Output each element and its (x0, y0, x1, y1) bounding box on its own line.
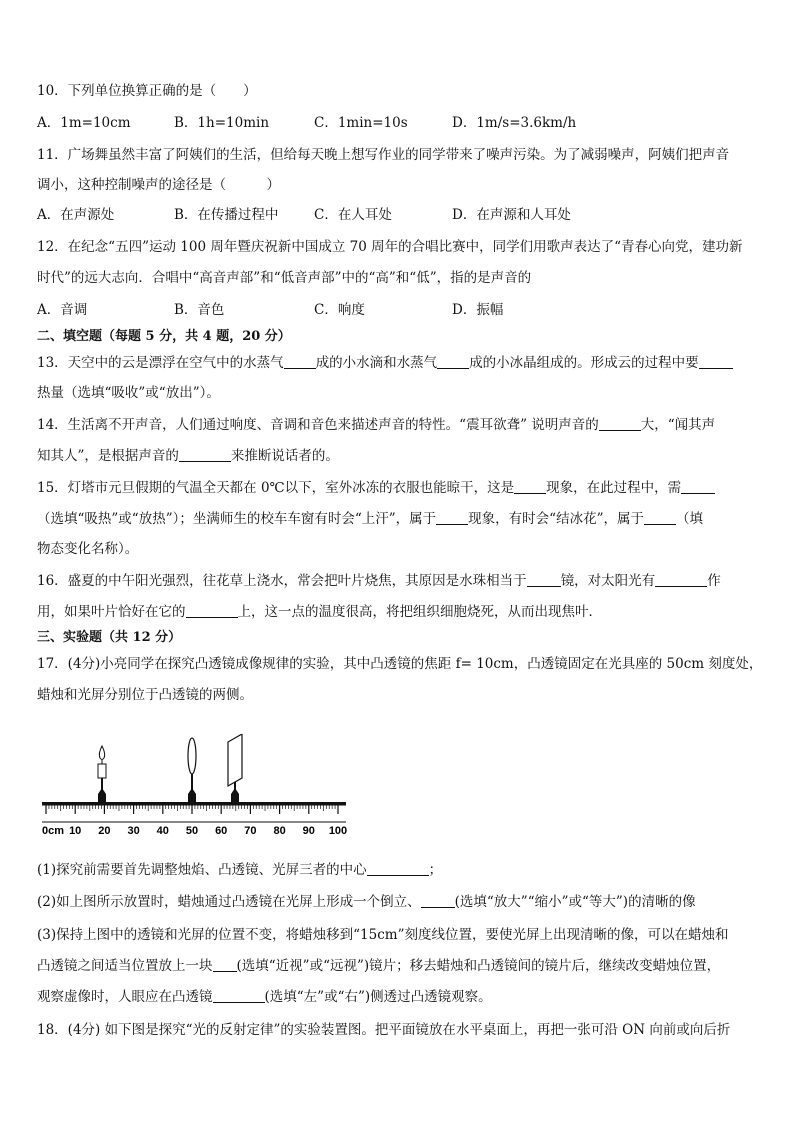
q16-text-a: 16．盛夏的中午阳光强烈，往花草上浇水，常会把叶片烧焦，其原因是水珠相当于 (37, 573, 527, 589)
q16-text-e: 上，这一点的温度很高，将把组织细胞烧死，从而出现焦叶． (237, 604, 602, 620)
section-heading-fill-in: 二、填空题（每题 5 分，共 4 题，20 分） (37, 329, 291, 344)
ruler-tick-label: 80 (273, 825, 286, 837)
optical-bench-figure (40, 734, 350, 852)
q14-text-a: 14．生活离不开声音，人们通过响度、音调和音色来描述声音的特性。“震耳欲聋” 说明声音的 (37, 417, 599, 433)
q11-option-c: C．在人耳处 (314, 207, 392, 223)
q13-blank-2[interactable] (437, 354, 469, 369)
q14-blank-1[interactable] (599, 416, 641, 431)
q13-blank-3[interactable] (699, 354, 733, 369)
ruler-tick-label: 70 (244, 825, 257, 837)
q14-text-d: 来推断说话者的。 (230, 448, 339, 464)
q15-blank-2[interactable] (681, 479, 715, 494)
q17-part-3-line-3 (37, 988, 492, 1006)
q15-line-3: 物态变化名称）。 (37, 541, 139, 557)
ruler-tick-label: 10 (69, 825, 82, 837)
q14-line-2 (37, 447, 339, 465)
q10-option-c: C．1min=10s (314, 115, 408, 131)
q16-blank-3[interactable] (186, 603, 238, 618)
q17-blank-3[interactable] (213, 957, 237, 972)
q11-option-d: D．在声源和人耳处 (452, 207, 571, 223)
q17-part-1-end: ； (428, 862, 443, 878)
q11-option-b: B．在传播过程中 (174, 207, 279, 223)
q10-option-a: A．1m=10cm (37, 115, 131, 131)
ruler-tick-labels (42, 825, 347, 837)
q10-option-b: B．1h=10min (174, 115, 270, 131)
q16-line-1 (37, 572, 721, 590)
q13-line-1 (37, 354, 733, 372)
q12-option-d: D．振幅 (452, 302, 504, 318)
q13-text-a: 13．天空中的云是漂浮在空气中的水蒸气 (37, 355, 284, 371)
q17-part-1 (37, 861, 442, 879)
section-heading-experiment: 三、实验题（共 12 分） (37, 630, 182, 645)
q11-option-a: A．在声源处 (37, 207, 115, 223)
q12-option-c: C．响度 (314, 302, 365, 318)
q15-text-d: 现象，有时会“结冰花”，属于 (468, 511, 644, 527)
ruler-ticks (46, 805, 338, 814)
q16-blank-1[interactable] (527, 572, 561, 587)
q16-text-c: 作 (707, 573, 721, 589)
q13-text-c: 成的小冰晶组成的。形成云的过程中要 (469, 355, 699, 371)
ruler-tick-label: 40 (156, 825, 169, 837)
ruler-tick-label: 60 (215, 825, 228, 837)
q16-line-2 (37, 603, 602, 621)
q14-line-1 (37, 416, 715, 434)
q13-blank-1[interactable] (284, 354, 316, 369)
q11-line-1: 11．广场舞虽然丰富了阿姨们的生活，但给每天晚上想写作业的同学带来了噪声污染。为了减弱噪声，阿姨们把声音 (37, 147, 730, 163)
q15-text-a: 15．灯塔市元旦假期的气温全天都在 0℃以下，室外冰冻的衣服也能晾干，这是 (37, 480, 515, 496)
q16-text-b: 镜，对太阳光有 (560, 573, 656, 589)
q15-blank-3[interactable] (436, 510, 468, 525)
q14-text-b: 大，“闻其声 (640, 417, 716, 433)
q16-text-d: 用，如果叶片恰好在它的 (37, 604, 186, 620)
q17-blank-4[interactable] (213, 988, 265, 1003)
ruler-tick-label: 50 (185, 825, 199, 837)
q16-blank-2[interactable] (655, 572, 707, 587)
q15-text-b: 现象，在此过程中，需 (546, 480, 682, 496)
ruler-tick-label: 0cm (42, 825, 65, 837)
q11-line-2: 调小，这种控制噪声的途径是（ ） (37, 177, 280, 193)
q17-blank-1[interactable] (367, 861, 429, 876)
q17-part-3-text-a: 凸透镜之间适当位置放上一块 (37, 958, 213, 974)
q12-option-b: B．音色 (174, 302, 225, 318)
candle-icon (98, 746, 106, 802)
q17-part-2-end: (选填“放大”“缩小”或“等大”)的清晰的像 (454, 894, 696, 910)
ruler-tick-label: 20 (98, 825, 111, 837)
q17-part-3-text-c: 观察虚像时，人眼应在凸透镜 (37, 989, 213, 1005)
q15-line-2 (37, 510, 703, 528)
ruler-scale (42, 802, 347, 837)
q12-line-2: 时代”的远大志向．合唱中“高音声部”和“低音声部”中的“高”和“低”，指的是声音的 (37, 270, 532, 286)
q10-option-d: D．1m/s=3.6km/h (452, 115, 577, 131)
q15-text-e: （填 (675, 511, 703, 527)
q15-blank-1[interactable] (514, 479, 546, 494)
q14-text-c: 知其人”，是根据声音的 (37, 448, 179, 464)
q17-part-1-text: (1)探究前需要首先调整烛焰、凸透镜、光屏三者的中心 (37, 862, 367, 878)
q17-part-2-text: (2)如上图所示放置时，蜡烛通过凸透镜在光屏上形成一个倒立、 (37, 894, 421, 910)
q17-blank-2[interactable] (421, 893, 455, 908)
convex-lens-icon (188, 738, 196, 802)
q17-part-2 (37, 893, 696, 911)
q13-line-2: 热量（选填“吸收”或“放出”）。 (37, 385, 220, 401)
q17-part-3-text-d: (选填“左”或“右”)侧透过凸透镜观察。 (264, 989, 492, 1005)
q17-part-3-text-b: (选填“近视”或“远视”)镜片；移去蜡烛和凸透镜间的镜片后，继续改变蜡烛位置， (236, 958, 721, 974)
ruler-tick-label: 100 (328, 825, 348, 837)
q14-blank-2[interactable] (179, 447, 231, 462)
q15-blank-4[interactable] (644, 510, 676, 525)
q12-line-1: 12．在纪念“五四”运动 100 周年暨庆祝新中国成立 70 周年的合唱比赛中，同学们用歌声表达了“青春心向党，建功新 (37, 239, 743, 255)
q15-line-1 (37, 479, 715, 497)
light-screen-icon (228, 734, 242, 802)
q17-line-1: 17．(4分)小亮同学在探究凸透镜成像规律的实验，其中凸透镜的焦距 f= 10cm，凸透镜固定在光具座的 50cm 刻度处， (37, 656, 763, 672)
q13-text-b: 成的小水滴和水蒸气 (315, 355, 438, 371)
q17-part-3-line-2 (37, 957, 720, 975)
ruler-tick-label: 90 (302, 825, 315, 837)
q18-line-1: 18．(4分) 如下图是探究“光的反射定律”的实验装置图。把平面镜放在水平桌面上，再把一张可沿 ON 向前或向后折 (37, 1022, 731, 1038)
q12-option-a: A．音调 (37, 302, 88, 318)
q17-line-2: 蜡烛和光屏分别位于凸透镜的两侧。 (37, 687, 253, 703)
q17-part-3-line-1: (3)保持上图中的透镜和光屏的位置不变，将蜡烛移到“15cm”刻度线位置，要使光屏上出现清晰的像，可以在蜡烛和 (37, 927, 729, 943)
q10-stem: 10．下列单位换算正确的是（ ） (37, 83, 257, 99)
ruler-tick-label: 30 (127, 825, 140, 837)
q15-text-c: （选填“吸热”或“放热”）；坐满师生的校车车窗有时会“上汗”，属于 (37, 511, 437, 527)
